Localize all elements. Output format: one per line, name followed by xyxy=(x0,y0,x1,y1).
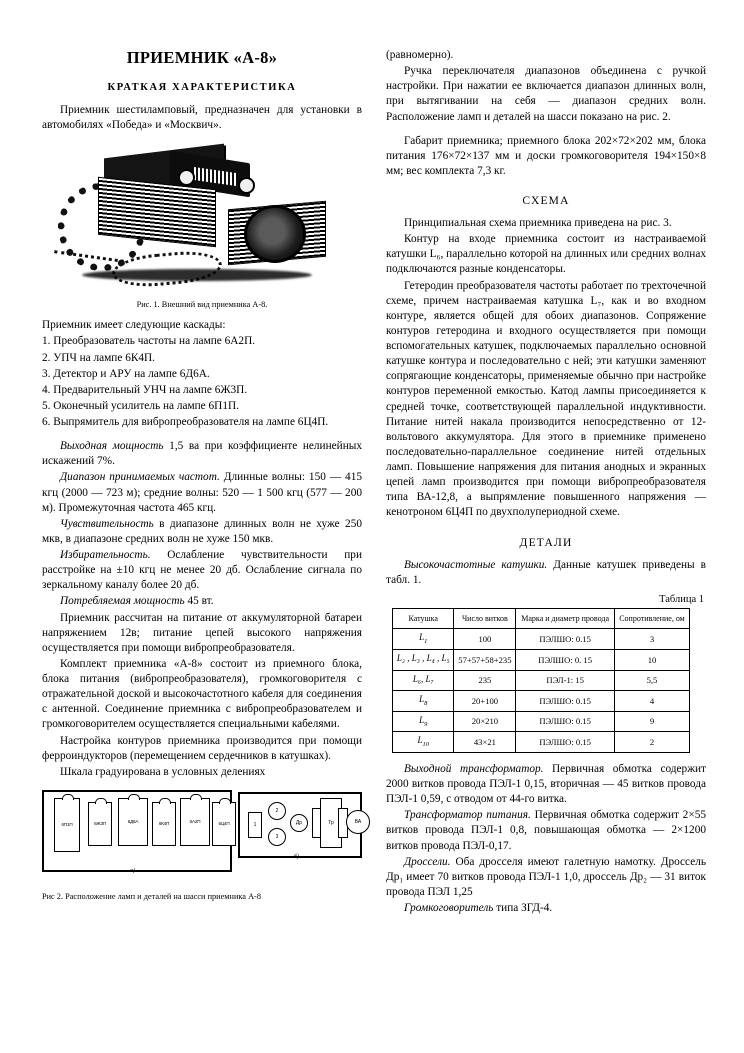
cell-resistance: 9 xyxy=(614,711,689,732)
cell-turns: 43×21 xyxy=(454,732,516,753)
table-row xyxy=(393,691,690,712)
cell-coil xyxy=(393,691,454,712)
body-paragraph: Гетеродин преобразователя частоты работает по трехточечной схеме, причем настраиваемая катушка L₇, как и во входном контуре, является общей для обоих диапазонов. Сопряжение контуров гетеродина и входного осуществляется при помощи вспомогательных катушек, подключаемых параллельно основной катушке контура и последовательно с ней; эти катушки заменяют сопрягающие конденсаторы, применяемые обычно при настройке контуров переменной емкостью. Катод лампы присоединяется к средней точке, соответствующей параллельной индуктивности. Питание нитей накала производится непосредственно от 12-вольтового аккумулятора. Для этого в приемнике применено последовательно-параллельное соединение нитей отдельных ламп. Повышение напряжения для питания анодных и экранных цепей ламп производится при помощи вибропреобразователя типа ВА-12,8, а выпрямление повышенного напряжения — кенотроном 6Ц4П по двухполупериодной схеме. xyxy=(386,279,706,519)
cell-turns: 20+100 xyxy=(454,691,516,712)
part-label: 1 xyxy=(253,821,257,828)
spec-term: Чувствительность xyxy=(60,517,154,530)
cascade-item: 4. Предварительный УНЧ на лампе 6Ж3П. xyxy=(42,383,248,396)
body-paragraph: Настройка контуров приемника производится при помощи ферроиндукторов (перемещением сердечников в катушках). xyxy=(42,734,362,762)
loudspeaker-cone-shape xyxy=(244,205,306,263)
coil-symbol: L xyxy=(417,735,423,746)
cell-resistance: 3 xyxy=(614,629,689,650)
cell-coil xyxy=(393,711,454,732)
details-paragraph xyxy=(386,808,706,853)
body-paragraph: (равномерно). xyxy=(386,49,454,61)
part-label: ВА xyxy=(354,818,362,825)
part-label: Др xyxy=(295,819,303,826)
details-paragraph xyxy=(386,901,706,916)
details-text: Первичная обмотка содержит 2000 витков провода ПЭЛ-1 0,15, вторичная — 45 витков провода ПЭЛ-1 0,59, с отводом от 44-го витка. xyxy=(386,762,706,806)
spec-paragraph xyxy=(42,548,362,593)
cell-turns: 20×210 xyxy=(454,711,516,732)
tube-label: 6Д6А xyxy=(127,819,139,825)
figure-2-caption: Рис 2. Расположение ламп и деталей на шасси приемника А-8 xyxy=(42,891,261,901)
details-text: типа ЗГД-4. xyxy=(493,902,553,915)
details-heading: ДЕТАЛИ xyxy=(519,536,573,549)
table-row xyxy=(393,711,690,732)
intro-paragraph: Приемник шестиламповый, предназначен для установки в автомобилях «Победа» и «Москвич». xyxy=(42,104,362,132)
body-paragraph: Шкала градуирована в условных делениях xyxy=(60,765,266,778)
part-outline xyxy=(290,814,308,832)
coil-symbol: L xyxy=(419,632,425,643)
details-term: Выходной трансформатор. xyxy=(404,762,544,775)
cell-wire: ПЭЛШО: 0. 15 xyxy=(516,649,615,670)
column-header-wire: Марка и диаметр провода xyxy=(516,608,615,629)
right-column xyxy=(386,48,706,917)
cell-turns: 100 xyxy=(454,629,516,650)
cell-coil xyxy=(393,649,454,670)
table-row xyxy=(393,670,690,691)
spec-text: Ослабление чувствительности при расстройке на ±10 кгц не менее 20 дб. Ослабление сигнала по зеркальному каналу более 20 дб. xyxy=(42,549,362,592)
spec-text: 1,5 ва при коэффициенте нелинейных искажений 7%. xyxy=(42,440,362,468)
details-term: Громкоговоритель xyxy=(404,902,494,915)
tube-label: 6Ж3П xyxy=(94,821,106,827)
coil-subscript: 8 xyxy=(424,699,428,707)
spec-term: Диапазон принимаемых частот. xyxy=(60,471,220,484)
cell-resistance: 2 xyxy=(614,732,689,753)
body-paragraph: Габарит приемника; приемного блока 202×72×202 мм, блока питания 176×72×137 мм и доски громкоговорителя 194×150×8 мм; вес комплекта 7,3 кг. xyxy=(386,134,706,177)
tube-outline xyxy=(88,802,112,846)
tube-outline xyxy=(212,802,236,846)
cell-resistance: 4 xyxy=(614,691,689,712)
details-paragraph xyxy=(386,762,706,807)
column-header-resistance: Сопротивление, ом xyxy=(614,608,689,629)
page-title: ПРИЕМНИК «А-8» xyxy=(126,48,278,67)
figure-receiver-photo xyxy=(52,143,352,293)
spec-paragraph xyxy=(42,594,362,609)
cell-coil xyxy=(393,629,454,650)
cell-resistance: 10 xyxy=(614,649,689,670)
body-paragraph: Принципиальная схема приемника приведена на рис. 3. xyxy=(404,217,672,229)
cascade-item: 2. УПЧ на лампе 6К4П. xyxy=(42,351,156,364)
panel-a-label: а) xyxy=(130,867,135,874)
cell-coil xyxy=(393,732,454,753)
tuning-knob-right-shape xyxy=(238,177,255,194)
cascade-item: 5. Оконечный усилитель на лампе 6П1П. xyxy=(42,399,239,412)
cell-coil xyxy=(393,670,454,691)
column-header-coil: Катушка xyxy=(393,608,454,629)
spec-text: в диапазоне длинных волн не хуже 250 мкв, в диапазоне средних волн не хуже 150 мкв. xyxy=(42,517,362,545)
details-text: Оба дросселя имеют галетную намотку. Дроссель Др₁ имеет 70 витков провода ПЭЛ-1 1,0, дроссель Др₂ — 31 виток провода ПЭЛ 1,25 xyxy=(386,855,706,898)
cascade-item: 1. Преобразователь частоты на лампе 6А2П. xyxy=(42,335,256,348)
tube-label: 6П1П xyxy=(61,822,73,828)
details-text: Первичная обмотка содержит 2×55 витков провода ПЭЛ-1 0,8, повышающая обмотка — 2×1200 витков провода ПЭЛ-0,17. xyxy=(386,809,706,852)
cell-turns: 57+57+58+235 xyxy=(454,649,516,670)
spec-term: Выходная мощность xyxy=(60,440,164,453)
scheme-heading: СХЕМА xyxy=(522,195,570,207)
cascade-item: 3. Детектор и АРУ на лампе 6Д6А. xyxy=(42,367,210,380)
cell-resistance: 5,5 xyxy=(614,670,689,691)
table-row xyxy=(393,732,690,753)
part-outline xyxy=(268,802,286,820)
cascades-lead: Приемник имеет следующие каскады: xyxy=(42,319,226,332)
coils-table xyxy=(392,608,690,753)
coil-symbol: L₆, L₇ xyxy=(412,673,434,684)
coil-symbol: L xyxy=(419,714,425,725)
subtitle-heading: КРАТКАЯ ХАРАКТЕРИСТИКА xyxy=(107,82,297,93)
column-header-turns: Число витков xyxy=(454,608,516,629)
details-paragraph xyxy=(386,855,706,900)
spec-term: Потребляемая мощность xyxy=(60,595,185,608)
tube-outline xyxy=(180,798,210,846)
part-outline xyxy=(268,828,286,846)
cell-wire: ПЭЛ-1: 15 xyxy=(516,670,615,691)
details-term: Дроссели. xyxy=(404,855,451,868)
cell-wire: ПЭЛШО: 0.15 xyxy=(516,691,615,712)
spec-text: Длинные волны: 150 — 415 кгц (2000 — 723 м); средние волны: 520 — 1 500 кгц (577 — 200 м). Промежуточная частота 465 кгц. xyxy=(42,471,362,514)
part-label: 3 xyxy=(275,833,279,840)
details-intro xyxy=(386,558,706,588)
tube-outline xyxy=(54,798,80,852)
spec-paragraph xyxy=(42,439,362,469)
tube-label: 6К4П xyxy=(158,821,170,827)
table-row xyxy=(393,649,690,670)
cell-wire: ПЭЛШО: 0.15 xyxy=(516,711,615,732)
cell-wire: ПЭЛШО: 0.15 xyxy=(516,732,615,753)
figure-chassis-layout xyxy=(42,790,362,882)
cell-wire: ПЭЛШО: 0.15 xyxy=(516,629,615,650)
coil-subscript: 10 xyxy=(422,741,429,749)
body-paragraph: Комплект приемника «А-8» состоит из приемного блока, блока питания (вибропреобразователя), громкоговорителя с отражательной доской и высокочастотного кабеля для соединения с антенной. Соединение приемника с вибропреобразователем и громкоговорителем осуществляется специальными кабелями. xyxy=(42,657,362,731)
spec-text: 45 вт. xyxy=(184,595,214,608)
spec-paragraph xyxy=(42,517,362,547)
body-paragraph: Приемник рассчитан на питание от аккумуляторной батареи напряжением 12в; питание цепей высокого напряжения осуществляется при помощи вибропреобразователя. xyxy=(42,611,362,654)
details-intro-text: Данные катушек приведены в табл. 1. xyxy=(386,558,706,586)
cell-turns: 235 xyxy=(454,670,516,691)
body-paragraph: Контур на входе приемника состоит из настраиваемой катушки L₆, параллельно которой на длинных или средних волнах подключаются разные конденсаторы. xyxy=(386,233,706,276)
panel-b-label: б) xyxy=(294,853,300,860)
table-header-row xyxy=(393,608,690,629)
table-caption: Таблица 1 xyxy=(659,593,704,605)
cascade-item: 6. Выпрямитель для вибропреобразователя на лампе 6Ц4П. xyxy=(42,416,329,429)
spec-paragraph xyxy=(42,470,362,515)
coil-subscript: 1 xyxy=(424,638,428,646)
spec-term: Избирательность. xyxy=(60,549,151,562)
part-label: Тр xyxy=(328,819,334,826)
part-outline xyxy=(346,810,370,834)
figure-1-caption: Рис. 1. Внешний вид приемника А-8. xyxy=(136,300,268,310)
part-outline xyxy=(248,812,262,838)
tube-outline xyxy=(118,798,148,846)
coil-symbol: L xyxy=(419,694,425,705)
coil-subscript: 9 xyxy=(424,720,428,728)
details-term: Трансформатор питания. xyxy=(404,809,531,822)
tube-label: 6А2П xyxy=(189,819,201,825)
tube-outline xyxy=(152,802,176,846)
part-label: 2 xyxy=(275,807,279,814)
coil-symbol: L₂ , L₃ , L₄ , L₅ xyxy=(396,652,450,663)
body-paragraph: Ручка переключателя диапазонов объединена с ручкой настройки. При нажатии ее включается диапазон длинных волн, при вытягивании на себя — диапазон средних волн. Расположение ламп и деталей на шасси показано на рис. 2. xyxy=(386,65,706,123)
details-intro-term: Высокочастотные катушки. xyxy=(404,558,548,571)
tube-label: 6Ц4П xyxy=(218,821,230,827)
left-column xyxy=(42,48,362,902)
table-row xyxy=(393,629,690,650)
